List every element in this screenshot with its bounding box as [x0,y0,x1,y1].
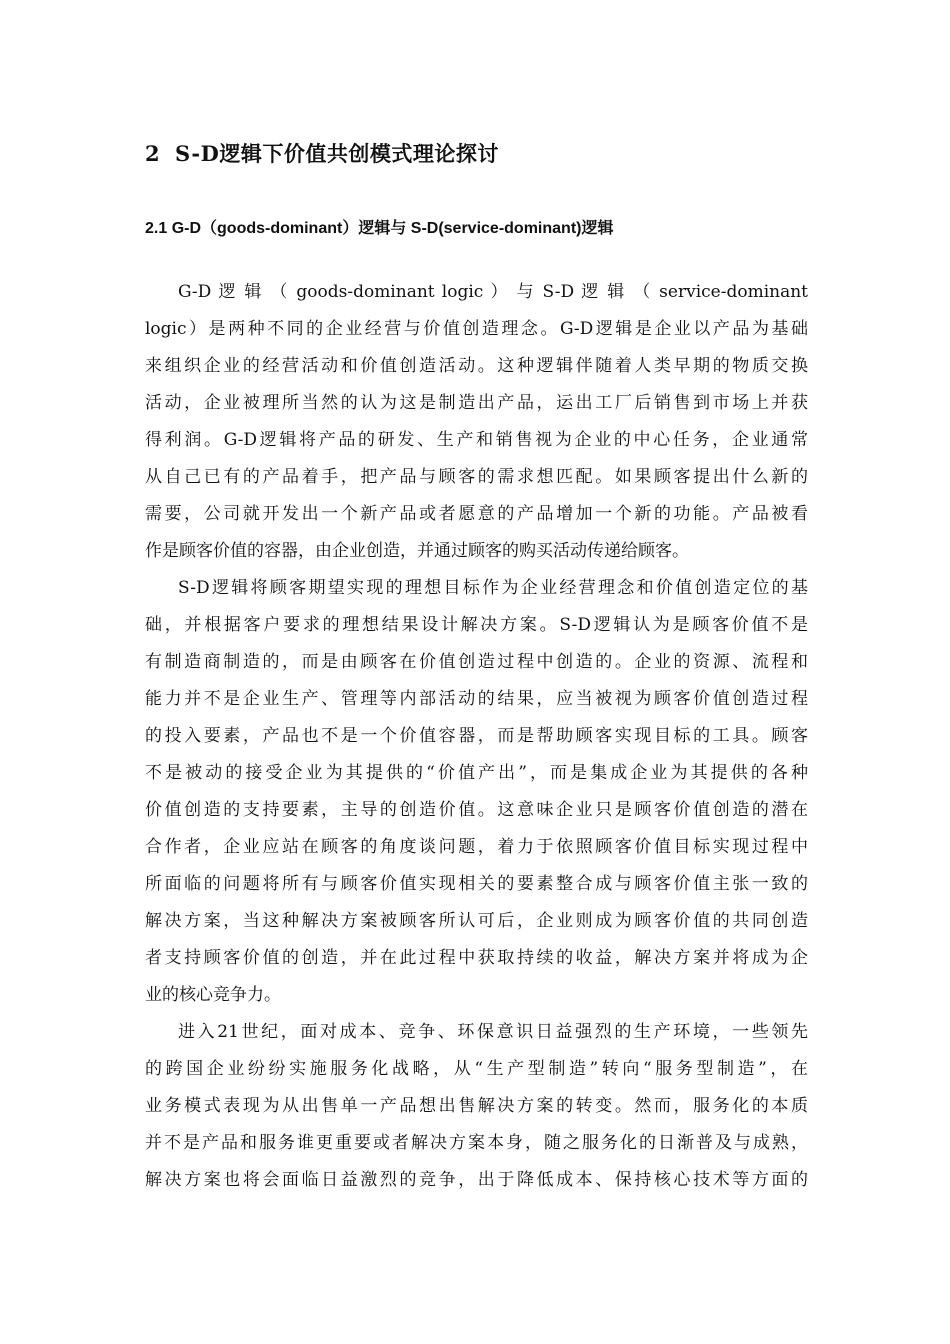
paragraph-line: G-D 逻 辑 （ goods-dominant logic ） 与 S-D 逻 辑 （ service-dominant [178,282,808,302]
paragraph-line: 能力并不是企业生产、管理等内部活动的结果，应当被视为顾客价值创造过程 [145,689,808,709]
paragraph-line: 不是被动的接受企业为其提供的“价值产出”，而是集成企业为其提供的各种 [145,763,808,783]
paragraph-line: 解决方案也将会面临日益激烈的竞争，出于降低成本、保持核心技术等方面的 [145,1170,808,1190]
paragraph-line: logic）是两种不同的企业经营与价值创造理念。G-D逻辑是企业以产品为基础 [145,319,808,339]
paragraph-line: 者支持顾客价值的创造，并在此过程中获取持续的收益，解决方案并将成为企 [145,948,808,968]
paragraph-line: 的跨国企业纷纷实施服务化战略，从“生产型制造”转向“服务型制造”，在 [145,1059,808,1079]
paragraph-3 [145,1016,808,1201]
paragraph-line: 并不是产品和服务谁更重要或者解决方案本身，随之服务化的日渐普及与成熟， [145,1133,808,1153]
section-heading: 2.1 G-D（goods-dominant）逻辑与 S-D(service-dominant)逻辑 [145,220,614,237]
paragraph-line: 的投入要素，产品也不是一个价值容器，而是帮助顾客实现目标的工具。顾客 [145,726,808,746]
paragraph-2 [145,572,808,1016]
paragraph-line: 业务模式表现为从出售单一产品想出售解决方案的转变。然而，服务化的本质 [145,1096,808,1116]
paragraph-1 [145,276,808,572]
paragraph-line: 作是顾客价值的容器，由企业创造，并通过顾客的购买活动传递给顾客。 [145,541,689,561]
paragraph-line: 础，并根据客户要求的理想结果设计解决方案。S-D逻辑认为是顾客价值不是 [145,615,808,635]
chapter-number: 2 [145,141,161,166]
paragraph-line: S-D逻辑将顾客期望实现的理想目标作为企业经营理念和价值创造定位的基 [178,578,808,598]
chapter-title: S-D逻辑下价值共创模式理论探讨 [175,141,499,166]
paragraph-line: 进入21世纪，面对成本、竞争、环保意识日益强烈的生产环境，一些领先 [178,1022,808,1042]
paragraph-line: 合作者，企业应站在顾客的角度谈问题，着力于依照顾客价值目标实现过程中 [145,837,808,857]
paragraph-line: 有制造商制造的，而是由顾客在价值创造过程中创造的。企业的资源、流程和 [145,652,808,672]
paragraph-line: 解决方案，当这种解决方案被顾客所认可后，企业则成为顾客价值的共同创造 [145,911,808,931]
paragraph-line: 所面临的问题将所有与顾客价值实现相关的要素整合成与顾客价值主张一致的 [145,874,808,894]
paragraph-line: 来组织企业的经营活动和价值创造活动。这种逻辑伴随着人类早期的物质交换 [145,356,808,376]
body-text [145,276,808,1201]
chapter-heading [145,138,499,168]
paragraph-line: 业的核心竞争力。 [145,985,281,1005]
paragraph-line: 活动，企业被理所当然的认为这是制造出产品，运出工厂后销售到市场上并获 [145,393,808,413]
paragraph-line: 需要，公司就开发出一个新产品或者愿意的产品增加一个新的功能。产品被看 [145,504,808,524]
paragraph-line: 从自己已有的产品着手，把产品与顾客的需求想匹配。如果顾客提出什么新的 [145,467,808,487]
paragraph-line: 得利润。G-D逻辑将产品的研发、生产和销售视为企业的中心任务，企业通常 [145,430,808,450]
paragraph-line: 价值创造的支持要素，主导的创造价值。这意味企业只是顾客价值创造的潜在 [145,800,808,820]
